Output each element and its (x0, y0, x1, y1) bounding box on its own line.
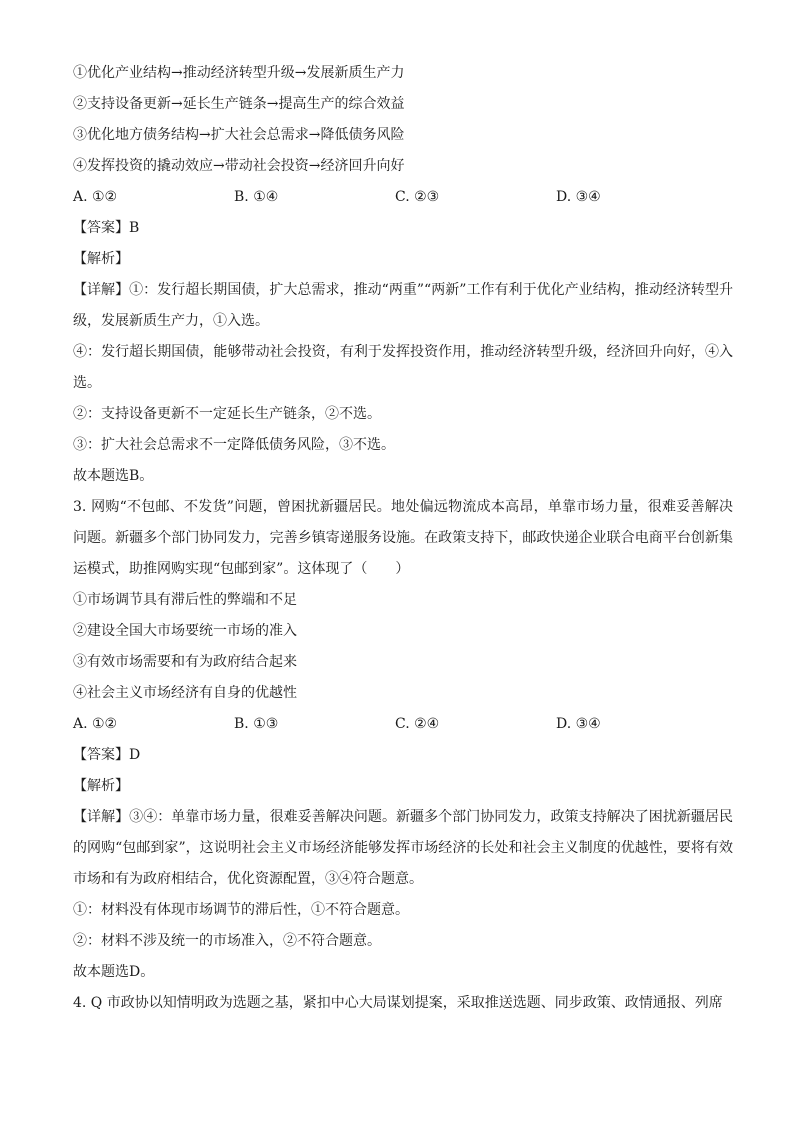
q3-detail-2: ①：材料没有体现市场调节的滞后性，①不符合题意。 (73, 902, 409, 918)
q3-option-d: D. ③④ (556, 716, 601, 732)
q3-item-4: ④社会主义市场经济有自身的优越性 (73, 685, 297, 701)
q3-item-2: ②建设全国大市场要统一市场的准入 (73, 623, 297, 639)
q3-option-b: B. ①③ (234, 716, 279, 732)
q2-detail-4: ③：扩大社会总需求不一定降低债务风险，③不选。 (73, 437, 395, 453)
q2-detail-1: 【详解】①：发行超长期国债，扩大总需求，推动“两重”“两新”工作有利于优化产业结构，推动经济转型升级，发展新质生产力，①入选。 (73, 282, 733, 329)
q2-item-4: ④发挥投资的撬动效应→带动社会投资→经济回升向好 (73, 158, 405, 174)
q3-stem: 3. 网购“不包邮、不发货”问题，曾困扰新疆居民。地处偏远物流成本高昂，单靠市场力量，很难妥善解决问题。新疆多个部门协同发力，完善乡镇寄递服务设施。在政策支持下，邮政快递企业联合电商平台创新集运模式，助推网购实现“包邮到家”。这体现了（ ） (73, 499, 733, 577)
q2-item-1: ①优化产业结构→推动经济转型升级→发展新质生产力 (73, 65, 405, 81)
q2-option-a: A. ①② (73, 189, 118, 205)
q3-options (73, 709, 733, 740)
q3-detail-3: ②：材料不涉及统一的市场准入，②不符合题意。 (73, 933, 381, 949)
q4-stem-start: 4. Q 市政协以知情明政为选题之基，紧扣中心大局谋划提案，采取推送选题、同步政策、政情通报、列席 (73, 995, 723, 1011)
document-page (73, 58, 733, 1019)
q2-item-3: ③优化地方债务结构→扩大社会总需求→降低债务风险 (73, 127, 405, 143)
q2-option-c: C. ②③ (395, 189, 440, 205)
q3-option-c: C. ②④ (395, 716, 440, 732)
q2-option-b: B. ①④ (234, 189, 279, 205)
q3-answer: 【答案】D (73, 747, 141, 763)
q3-detail-1: 【详解】③④：单靠市场力量，很难妥善解决问题。新疆多个部门协同发力，政策支持解决了困扰新疆居民的网购“包邮到家”，这说明社会主义市场经济能够发挥市场经济的长处和社会主义制度的优越性，要将有效市场和有为政府相结合，优化资源配置，③④符合题意。 (73, 809, 733, 887)
q2-option-d: D. ③④ (556, 189, 601, 205)
q3-option-a: A. ①② (73, 716, 118, 732)
q2-analysis-label: 【解析】 (73, 251, 129, 267)
q2-item-2: ②支持设备更新→延长生产链条→提高生产的综合效益 (73, 96, 405, 112)
q2-detail-3: ②：支持设备更新不一定延长生产链条，②不选。 (73, 406, 381, 422)
q3-item-1: ①市场调节具有滞后性的弊端和不足 (73, 592, 297, 608)
q3-item-3: ③有效市场需要和有为政府结合起来 (73, 654, 297, 670)
q3-conclusion: 故本题选D。 (73, 964, 155, 980)
q2-conclusion: 故本题选B。 (73, 468, 154, 484)
q3-analysis-label: 【解析】 (73, 778, 129, 794)
q2-detail-2: ④：发行超长期国债，能够带动社会投资，有利于发挥投资作用，推动经济转型升级，经济回升向好，④入选。 (73, 344, 733, 391)
q2-answer: 【答案】B (73, 220, 140, 236)
q2-options (73, 182, 733, 213)
